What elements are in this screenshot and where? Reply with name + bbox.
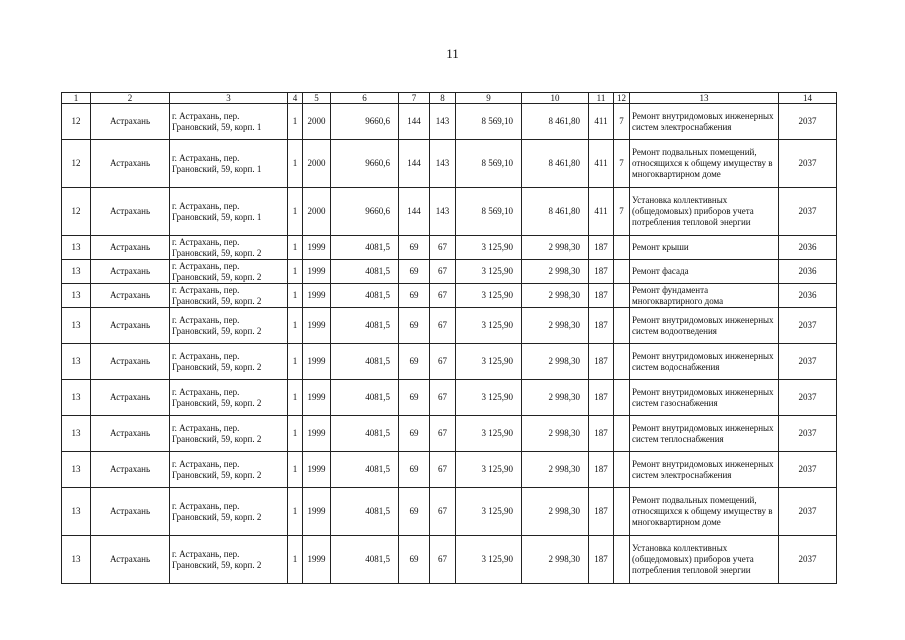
address-cell: г. Астрахань, пер. Грановский, 59, корп. 1 xyxy=(170,188,288,236)
commissioning-year-cell: 1999 xyxy=(303,236,331,260)
address-cell: г. Астрахань, пер. Грановский, 59, корп. 2 xyxy=(170,488,288,536)
living-area-cell: 8 569,10 xyxy=(456,140,522,188)
type-cell: 1 xyxy=(288,308,303,344)
work-type-cell: Ремонт внутридомовых инженерных систем газоснабжения xyxy=(630,380,779,416)
commissioning-year-cell: 1999 xyxy=(303,284,331,308)
table-row xyxy=(62,188,837,236)
address-cell: г. Астрахань, пер. Грановский, 59, корп. 2 xyxy=(170,260,288,284)
address-cell: г. Астрахань, пер. Грановский, 59, корп. 2 xyxy=(170,416,288,452)
living-area-cell: 3 125,90 xyxy=(456,284,522,308)
type-cell: 1 xyxy=(288,284,303,308)
settlement-cell: Астрахань xyxy=(91,416,170,452)
residents-cell: 411 xyxy=(589,140,614,188)
settlement-cell: Астрахань xyxy=(91,344,170,380)
work-type-cell: Ремонт подвальных помещений, относящихся к общему имуществу в многоквартирном доме xyxy=(630,488,779,536)
total-area-cell: 4081,5 xyxy=(331,344,399,380)
work-type-cell: Ремонт фасада xyxy=(630,260,779,284)
living-area-cell: 3 125,90 xyxy=(456,236,522,260)
column-number-cell: 1 xyxy=(62,93,91,104)
residents-cell: 187 xyxy=(589,308,614,344)
owned-area-cell: 8 461,80 xyxy=(522,188,589,236)
column-number-cell: 13 xyxy=(630,93,779,104)
row-number-cell: 13 xyxy=(62,536,91,584)
residential-apartments-cell: 67 xyxy=(430,488,456,536)
planned-year-cell: 2036 xyxy=(779,236,837,260)
residents-cell: 187 xyxy=(589,452,614,488)
residential-apartments-cell: 67 xyxy=(430,452,456,488)
living-area-cell: 3 125,90 xyxy=(456,260,522,284)
work-type-cell: Установка коллективных (общедомовых) приборов учета потребления тепловой энергии xyxy=(630,188,779,236)
row-number-cell: 13 xyxy=(62,452,91,488)
living-area-cell: 3 125,90 xyxy=(456,452,522,488)
floors-cell: 7 xyxy=(614,188,630,236)
living-area-cell: 8 569,10 xyxy=(456,188,522,236)
total-area-cell: 4081,5 xyxy=(331,488,399,536)
column-number-cell: 2 xyxy=(91,93,170,104)
row-number-cell: 13 xyxy=(62,284,91,308)
settlement-cell: Астрахань xyxy=(91,536,170,584)
row-number-cell: 13 xyxy=(62,260,91,284)
owned-area-cell: 2 998,30 xyxy=(522,416,589,452)
settlement-cell: Астрахань xyxy=(91,104,170,140)
floors-cell xyxy=(614,260,630,284)
residents-cell: 187 xyxy=(589,380,614,416)
apartments-cell: 69 xyxy=(399,488,430,536)
floors-cell xyxy=(614,536,630,584)
apartments-cell: 69 xyxy=(399,344,430,380)
residential-apartments-cell: 67 xyxy=(430,380,456,416)
residents-cell: 187 xyxy=(589,488,614,536)
settlement-cell: Астрахань xyxy=(91,236,170,260)
total-area-cell: 4081,5 xyxy=(331,236,399,260)
table-row xyxy=(62,416,837,452)
apartments-cell: 69 xyxy=(399,416,430,452)
address-cell: г. Астрахань, пер. Грановский, 59, корп. 1 xyxy=(170,140,288,188)
work-type-cell: Ремонт внутридомовых инженерных систем электроснабжения xyxy=(630,104,779,140)
address-cell: г. Астрахань, пер. Грановский, 59, корп. 2 xyxy=(170,452,288,488)
planned-year-cell: 2037 xyxy=(779,488,837,536)
column-number-cell: 5 xyxy=(303,93,331,104)
work-type-cell: Установка коллективных (общедомовых) приборов учета потребления тепловой энергии xyxy=(630,536,779,584)
apartments-cell: 144 xyxy=(399,140,430,188)
planned-year-cell: 2037 xyxy=(779,416,837,452)
floors-cell: 7 xyxy=(614,140,630,188)
type-cell: 1 xyxy=(288,536,303,584)
floors-cell xyxy=(614,452,630,488)
type-cell: 1 xyxy=(288,416,303,452)
settlement-cell: Астрахань xyxy=(91,260,170,284)
type-cell: 1 xyxy=(288,380,303,416)
apartments-cell: 144 xyxy=(399,104,430,140)
commissioning-year-cell: 1999 xyxy=(303,488,331,536)
row-number-cell: 13 xyxy=(62,308,91,344)
floors-cell xyxy=(614,488,630,536)
commissioning-year-cell: 1999 xyxy=(303,308,331,344)
work-type-cell: Ремонт внутридомовых инженерных систем водоснабжения xyxy=(630,344,779,380)
planned-year-cell: 2037 xyxy=(779,140,837,188)
total-area-cell: 9660,6 xyxy=(331,140,399,188)
work-type-cell: Ремонт фундамента многоквартирного дома xyxy=(630,284,779,308)
address-cell: г. Астрахань, пер. Грановский, 59, корп. 2 xyxy=(170,380,288,416)
owned-area-cell: 8 461,80 xyxy=(522,104,589,140)
residential-apartments-cell: 143 xyxy=(430,104,456,140)
planned-year-cell: 2036 xyxy=(779,260,837,284)
commissioning-year-cell: 2000 xyxy=(303,188,331,236)
total-area-cell: 4081,5 xyxy=(331,284,399,308)
floors-cell xyxy=(614,308,630,344)
row-number-cell: 13 xyxy=(62,380,91,416)
apartments-cell: 69 xyxy=(399,260,430,284)
living-area-cell: 3 125,90 xyxy=(456,344,522,380)
residential-apartments-cell: 67 xyxy=(430,344,456,380)
type-cell: 1 xyxy=(288,452,303,488)
row-number-cell: 13 xyxy=(62,344,91,380)
residential-apartments-cell: 67 xyxy=(430,416,456,452)
table-row xyxy=(62,236,837,260)
owned-area-cell: 2 998,30 xyxy=(522,536,589,584)
column-number-cell: 8 xyxy=(430,93,456,104)
residents-cell: 411 xyxy=(589,188,614,236)
settlement-cell: Астрахань xyxy=(91,188,170,236)
floors-cell xyxy=(614,416,630,452)
commissioning-year-cell: 2000 xyxy=(303,140,331,188)
residential-apartments-cell: 67 xyxy=(430,284,456,308)
planned-year-cell: 2037 xyxy=(779,308,837,344)
total-area-cell: 9660,6 xyxy=(331,188,399,236)
column-number-cell: 4 xyxy=(288,93,303,104)
planned-year-cell: 2037 xyxy=(779,380,837,416)
table-row xyxy=(62,380,837,416)
address-cell: г. Астрахань, пер. Грановский, 59, корп. 1 xyxy=(170,104,288,140)
living-area-cell: 3 125,90 xyxy=(456,308,522,344)
planned-year-cell: 2037 xyxy=(779,452,837,488)
owned-area-cell: 2 998,30 xyxy=(522,236,589,260)
living-area-cell: 3 125,90 xyxy=(456,416,522,452)
living-area-cell: 3 125,90 xyxy=(456,536,522,584)
address-cell: г. Астрахань, пер. Грановский, 59, корп. 2 xyxy=(170,284,288,308)
row-number-cell: 13 xyxy=(62,488,91,536)
apartments-cell: 69 xyxy=(399,236,430,260)
type-cell: 1 xyxy=(288,188,303,236)
owned-area-cell: 2 998,30 xyxy=(522,260,589,284)
work-type-cell: Ремонт внутридомовых инженерных систем электроснабжения xyxy=(630,452,779,488)
table-row xyxy=(62,284,837,308)
apartments-cell: 144 xyxy=(399,188,430,236)
owned-area-cell: 2 998,30 xyxy=(522,308,589,344)
settlement-cell: Астрахань xyxy=(91,380,170,416)
living-area-cell: 8 569,10 xyxy=(456,104,522,140)
total-area-cell: 4081,5 xyxy=(331,452,399,488)
address-cell: г. Астрахань, пер. Грановский, 59, корп. 2 xyxy=(170,344,288,380)
settlement-cell: Астрахань xyxy=(91,488,170,536)
residential-apartments-cell: 67 xyxy=(430,236,456,260)
address-cell: г. Астрахань, пер. Грановский, 59, корп. 2 xyxy=(170,536,288,584)
type-cell: 1 xyxy=(288,236,303,260)
apartments-cell: 69 xyxy=(399,536,430,584)
table-row xyxy=(62,452,837,488)
residents-cell: 187 xyxy=(589,344,614,380)
commissioning-year-cell: 1999 xyxy=(303,452,331,488)
row-number-cell: 12 xyxy=(62,140,91,188)
commissioning-year-cell: 1999 xyxy=(303,380,331,416)
column-number-cell: 10 xyxy=(522,93,589,104)
floors-cell xyxy=(614,236,630,260)
total-area-cell: 4081,5 xyxy=(331,536,399,584)
work-type-cell: Ремонт внутридомовых инженерных систем теплоснабжения xyxy=(630,416,779,452)
column-number-row xyxy=(62,93,837,104)
floors-cell xyxy=(614,380,630,416)
owned-area-cell: 8 461,80 xyxy=(522,140,589,188)
residents-cell: 187 xyxy=(589,416,614,452)
residents-cell: 187 xyxy=(589,236,614,260)
table-row xyxy=(62,260,837,284)
table-row xyxy=(62,488,837,536)
total-area-cell: 4081,5 xyxy=(331,308,399,344)
table-row xyxy=(62,536,837,584)
planned-year-cell: 2037 xyxy=(779,104,837,140)
total-area-cell: 9660,6 xyxy=(331,104,399,140)
total-area-cell: 4081,5 xyxy=(331,260,399,284)
commissioning-year-cell: 1999 xyxy=(303,344,331,380)
commissioning-year-cell: 1999 xyxy=(303,416,331,452)
floors-cell xyxy=(614,284,630,308)
page-number: 11 xyxy=(446,46,459,61)
type-cell: 1 xyxy=(288,104,303,140)
address-cell: г. Астрахань, пер. Грановский, 59, корп. 2 xyxy=(170,236,288,260)
planned-year-cell: 2037 xyxy=(779,344,837,380)
apartments-cell: 69 xyxy=(399,284,430,308)
apartments-cell: 69 xyxy=(399,308,430,344)
residential-apartments-cell: 143 xyxy=(430,140,456,188)
address-cell: г. Астрахань, пер. Грановский, 59, корп. 2 xyxy=(170,308,288,344)
owned-area-cell: 2 998,30 xyxy=(522,380,589,416)
table-row xyxy=(62,140,837,188)
planned-year-cell: 2037 xyxy=(779,536,837,584)
work-type-cell: Ремонт крыши xyxy=(630,236,779,260)
column-number-cell: 6 xyxy=(331,93,399,104)
row-number-cell: 12 xyxy=(62,104,91,140)
planned-year-cell: 2037 xyxy=(779,188,837,236)
table-row xyxy=(62,308,837,344)
planned-year-cell: 2036 xyxy=(779,284,837,308)
settlement-cell: Астрахань xyxy=(91,308,170,344)
residential-apartments-cell: 67 xyxy=(430,260,456,284)
commissioning-year-cell: 1999 xyxy=(303,260,331,284)
row-number-cell: 12 xyxy=(62,188,91,236)
column-number-cell: 9 xyxy=(456,93,522,104)
column-number-cell: 3 xyxy=(170,93,288,104)
commissioning-year-cell: 1999 xyxy=(303,536,331,584)
residents-cell: 187 xyxy=(589,536,614,584)
type-cell: 1 xyxy=(288,488,303,536)
settlement-cell: Астрахань xyxy=(91,452,170,488)
type-cell: 1 xyxy=(288,344,303,380)
type-cell: 1 xyxy=(288,260,303,284)
living-area-cell: 3 125,90 xyxy=(456,380,522,416)
living-area-cell: 3 125,90 xyxy=(456,488,522,536)
residential-apartments-cell: 67 xyxy=(430,536,456,584)
settlement-cell: Астрахань xyxy=(91,284,170,308)
row-number-cell: 13 xyxy=(62,416,91,452)
type-cell: 1 xyxy=(288,140,303,188)
total-area-cell: 4081,5 xyxy=(331,416,399,452)
residents-cell: 187 xyxy=(589,260,614,284)
residents-cell: 411 xyxy=(589,104,614,140)
commissioning-year-cell: 2000 xyxy=(303,104,331,140)
table-row xyxy=(62,344,837,380)
total-area-cell: 4081,5 xyxy=(331,380,399,416)
owned-area-cell: 2 998,30 xyxy=(522,344,589,380)
owned-area-cell: 2 998,30 xyxy=(522,284,589,308)
owned-area-cell: 2 998,30 xyxy=(522,488,589,536)
column-number-cell: 11 xyxy=(589,93,614,104)
capital-repair-table xyxy=(61,92,837,584)
residential-apartments-cell: 67 xyxy=(430,308,456,344)
apartments-cell: 69 xyxy=(399,452,430,488)
owned-area-cell: 2 998,30 xyxy=(522,452,589,488)
table-row xyxy=(62,104,837,140)
settlement-cell: Астрахань xyxy=(91,140,170,188)
column-number-cell: 14 xyxy=(779,93,837,104)
column-number-cell: 12 xyxy=(614,93,630,104)
work-type-cell: Ремонт внутридомовых инженерных систем водоотведения xyxy=(630,308,779,344)
row-number-cell: 13 xyxy=(62,236,91,260)
work-type-cell: Ремонт подвальных помещений, относящихся к общему имуществу в многоквартирном доме xyxy=(630,140,779,188)
residential-apartments-cell: 143 xyxy=(430,188,456,236)
column-number-cell: 7 xyxy=(399,93,430,104)
residents-cell: 187 xyxy=(589,284,614,308)
apartments-cell: 69 xyxy=(399,380,430,416)
floors-cell xyxy=(614,344,630,380)
floors-cell: 7 xyxy=(614,104,630,140)
